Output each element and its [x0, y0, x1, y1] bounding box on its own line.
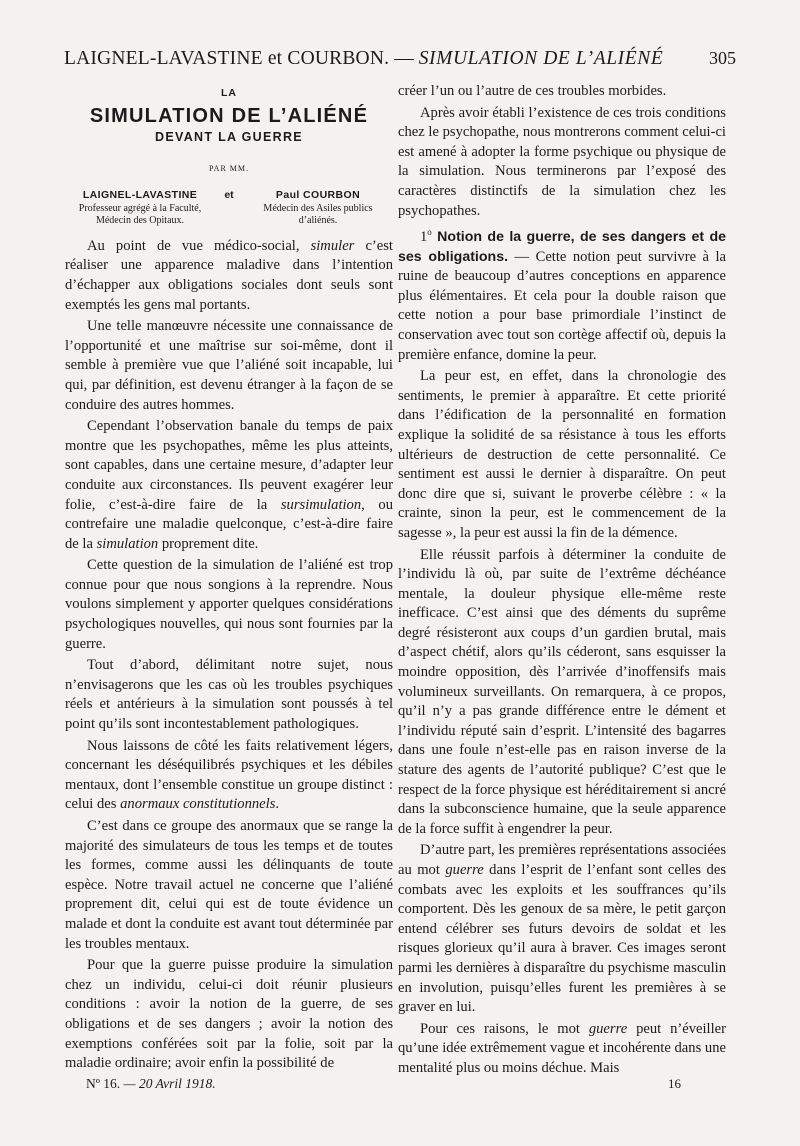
- author-1-title-1: Professeur agrégé à la Faculté,: [78, 202, 202, 214]
- par-mm: PAR MM.: [208, 164, 250, 174]
- issue-number: Nº 16.: [86, 1076, 121, 1091]
- paragraph: Cependant l’observation banale du temps de paix montre que les psychopathes, même les plus atteints, sont capables, dans une certaine mesure, d’adapter leur conduite aux circonstances. Ils peuvent exagérer leur folie, c’est-à-dire faire de la sursimulation, ou contrefaire une maladie quelconque, c’est-à-dire faire de la simulation proprement dite.: [65, 418, 393, 552]
- paragraph: Après avoir établi l’existence de ces trois conditions chez le psychopathe, nous montrerons comment celui-ci est amené à adopter la forme psychique ou physique de la simulation. Nous terminerons par l’exposé des caractères distinctifs de la simulation chez les psychopathes.: [398, 104, 726, 219]
- article-title: SIMULATION DE L’ALIÉNÉ: [89, 104, 369, 127]
- paragraph: Pour ces raisons, le mot guerre peut n’éveiller qu’une idée extrêmement vague et incohérente dans une mentalité plus ou moins déchue. Mais: [398, 1020, 726, 1076]
- left-column: [65, 82, 393, 1076]
- footer-dash: —: [120, 1076, 139, 1091]
- author-1-title-2: Médecin des Opitaux.: [95, 214, 185, 226]
- running-head-authors: LAIGNEL-LAVASTINE et COURBON.: [64, 48, 390, 69]
- paragraph: Tout d’abord, délimitant notre sujet, nous n’envisagerons que les cas où les troubles psychiques réels et antérieurs à la simulation sont poussés à tel point qu’ils sont incontestablement pathologiques.: [65, 657, 393, 733]
- author-1-name: LAIGNEL-LAVASTINE: [82, 188, 198, 201]
- paragraph: D’autre part, les premières représentations associées au mot guerre dans l’esprit de l’enfant sont celles des combats avec les exploits et les souffrances qu’ils comportent. Dès les genoux de sa mère, le petit garçon entend célébrer ses futurs devoirs de soldat et les risques glorieux qu’il aura à braver. Ces images seront parmi les dernières à disparaître du psychisme masculin en involution, puisqu’elles furent les premières à se graver en lui.: [398, 842, 726, 1016]
- paragraph: Au point de vue médico-social, simuler c’est réaliser une apparence maladive dans l’intention d’échapper aux obligations sociales dont seuls sont exemptés les gens mal portants.: [65, 237, 393, 313]
- author-1: [65, 189, 215, 227]
- issue-date: 20 Avril 1918.: [138, 1076, 216, 1091]
- author-conjunction: et: [224, 188, 234, 201]
- article-subtitle: DEVANT LA GUERRE: [155, 129, 303, 144]
- section-number: 1$^o$: [420, 227, 432, 246]
- author-block: [65, 189, 393, 227]
- signature-mark: 16: [668, 1076, 681, 1091]
- running-head-dash: —: [394, 48, 414, 69]
- author-2-title-1: Médecin des Asiles publics: [263, 202, 373, 214]
- section-paragraph: 1$^o$ Notion de la guerre, de ses dangers et de ses obligations. — Cette notion peut survivre à la ruine de beaucoup d’autres conceptions en apparence plus élémentaires. Et cela pour la double raison que cette notion a pour base primordiale l’instinct de conservation avec tout son cortège affectif où, depuis la première enfance, domine la peur.: [398, 227, 727, 363]
- issue-footer: [86, 1076, 216, 1092]
- paragraph: Elle réussit parfois à déterminer la conduite de l’individu là où, par suite de l’extrême déchéance mentale, la douleur physique elle-même reste inefficace. C’est ainsi que des déments du suprême degré résisteront aux coups d’un gardien brutal, mais d’aspect chétif, alors qu’ils céderont, sans esquisser la moindre opposition, dès l’arrivée d’inoffensifs mais volumineux surveillants. On remarquera, à ce propos, qu’il n’y a pas grande différence entre le dément et l’individu réputé sain d’esprit. L’intensité des bagarres dans une foule n’est-elle pas en raison inverse de la stature des agents de l’autorité publique? C’est que le respect de la force physique est héréditairement si ancré dans la subconscience humaine, que la seule apparence de la force suffit à engendrer la peur.: [398, 546, 726, 837]
- paragraph: Cette question de la simulation de l’aliéné est trop connue pour que nous songions à la reprendre. Nous voulons simplement y apporter quelques considérations psychologiques nouvelles, qui nous sont fournies par la guerre.: [65, 557, 393, 652]
- article-header: [65, 84, 393, 227]
- paragraph: Une telle manœuvre nécessite une connaissance de l’opportunité et une maîtrise sur soi-même, dont il semble à première vue que l’aliéné soit incapable, lui qui, par définition, est devenu étranger à la façon de se conduire des autres hommes.: [65, 318, 393, 413]
- running-head: [64, 48, 736, 70]
- running-head-title: SIMULATION DE L’ALIÉNÉ: [418, 48, 664, 69]
- author-2-name: Paul COURBON: [275, 188, 361, 201]
- paragraph-continued: créer l’un ou l’autre de ces troubles morbides.: [398, 83, 667, 99]
- paragraph: Pour que la guerre puisse produire la simulation chez un individu, celui-ci doit réunir plusieurs conditions : avoir la notion de la guerre, de ses obligations et de ses dangers ; avoir la notion des exemptions conférées soit par la folie, soit par la maladie ordinaire; avoir enfin la possibilité de: [65, 957, 393, 1072]
- author-2: [243, 189, 393, 227]
- paragraph: Nous laissons de côté les faits relativement légers, concernant les déséquilibrés psychiques et les débiles mentaux, dont l’ensemble constitue un groupe distinct : celui des anormaux constitutionnels.: [65, 737, 393, 813]
- page-number: 305: [709, 48, 736, 68]
- paragraph: La peur est, en effet, dans la chronologie des sentiments, le premier à apparaître. Et cette priorité dans l’édification de la personnalité en formation explique la solidité de sa résistance à tous les efforts ultérieurs de destruction de cette personnalité. Ce sentiment est aussi le dernier à disparaître. On peut donc dire que si, suivant le proverbe célèbre : « la crainte, sinon la peur, est le commencement de la sagesse », la peur est aussi la fin de la démence.: [398, 368, 726, 541]
- author-2-title-2: d’aliénés.: [298, 214, 338, 226]
- article-kicker: LA: [221, 87, 237, 99]
- paragraph: C’est dans ce groupe des anormaux que se range la majorité des simulateurs de tous les temps et de toutes les formes, comme aussi les délinquants de toute espèce. Notre travail actuel ne concerne que l’aliéné proprement dit, celui qui est de toute évidence un malade et dont la conduite est avant tout déterminée par les troubles mentaux.: [65, 818, 393, 952]
- right-column: [398, 82, 726, 1081]
- section-heading: Notion de la guerre, de ses dangers et de ses obligations.: [398, 229, 726, 265]
